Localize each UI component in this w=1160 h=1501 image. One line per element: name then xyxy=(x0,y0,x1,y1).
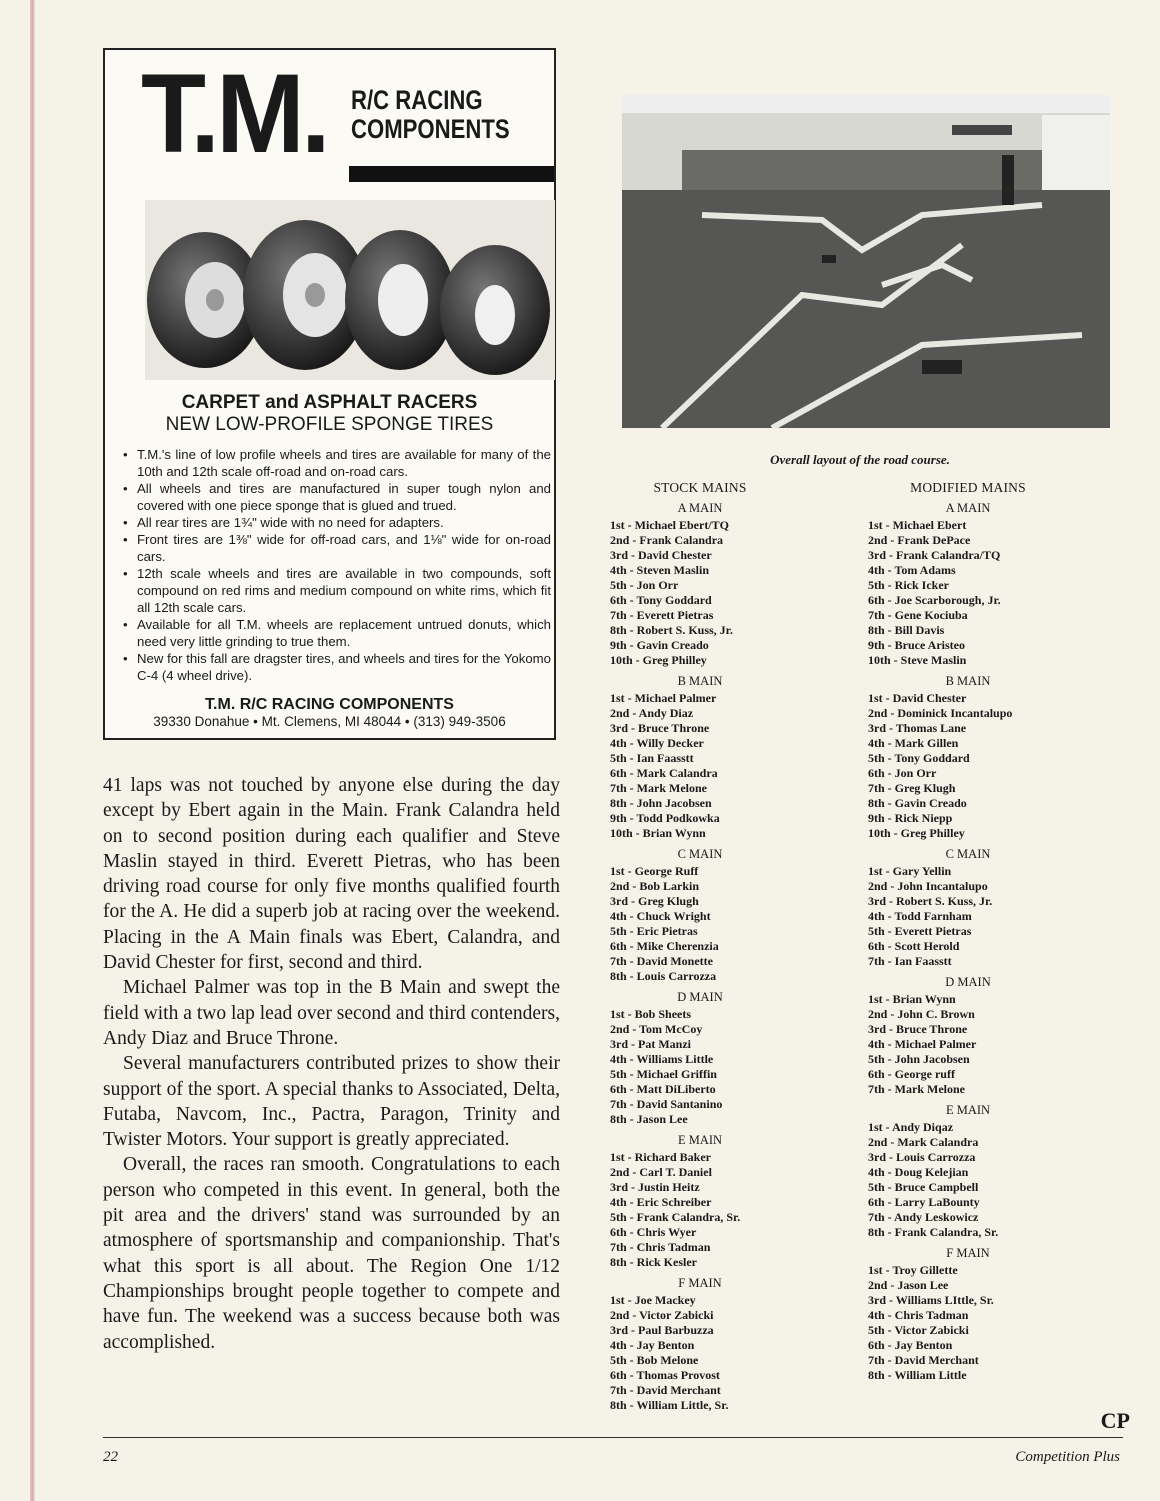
result-entry: 4th - Chris Tadman xyxy=(868,1308,969,1322)
result-entry: 8th - Louis Carrozza xyxy=(610,969,717,983)
ad-company-name: T.M. R/C RACING COMPONENTS xyxy=(205,696,454,713)
result-entry: 4th - Mark Gillen xyxy=(868,736,959,750)
result-entry: 2nd - John C. Brown xyxy=(868,1007,975,1021)
result-entry: 3rd - Thomas Lane xyxy=(868,721,967,735)
result-entry: 2nd - Jason Lee xyxy=(868,1278,949,1292)
article-body xyxy=(103,773,560,1355)
main-heading: C MAIN xyxy=(677,847,723,861)
result-entry: 8th - Frank Calandra, Sr. xyxy=(868,1225,999,1239)
result-entry: 8th - Jason Lee xyxy=(610,1112,688,1126)
result-entry: 2nd - Bob Larkin xyxy=(610,879,700,893)
result-entry: 8th - Gavin Creado xyxy=(868,796,967,810)
result-entry: 5th - Victor Zabicki xyxy=(868,1323,969,1337)
result-entry: 5th - Rick Icker xyxy=(868,578,949,592)
result-entry: 8th - Robert S. Kuss, Jr. xyxy=(610,623,733,637)
ad-bullet-list xyxy=(123,446,551,684)
result-entry: 7th - Mark Melone xyxy=(610,781,707,795)
result-entry: 4th - Jay Benton xyxy=(610,1338,695,1352)
result-entry: 9th - Rick Niepp xyxy=(868,811,953,825)
result-entry: 4th - Williams Little xyxy=(610,1052,714,1066)
result-entry: 3rd - Robert S. Kuss, Jr. xyxy=(868,894,993,908)
ad-bullet: • All rear tires are 1¾" wide with no need for adapters. xyxy=(123,514,551,531)
result-entry: 1st - Michael Palmer xyxy=(610,691,717,705)
result-entry: 6th - Jon Orr xyxy=(868,766,937,780)
result-entry: 4th - Tom Adams xyxy=(868,563,956,577)
main-heading: E MAIN xyxy=(945,1103,991,1117)
result-entry: 4th - Todd Farnham xyxy=(868,909,972,923)
result-entry: 7th - Chris Tadman xyxy=(610,1240,711,1254)
result-entry: 3rd - Justin Heitz xyxy=(610,1180,700,1194)
result-entry: 6th - Tony Goddard xyxy=(610,593,712,607)
result-entry: 5th - Michael Griffin xyxy=(610,1067,717,1081)
main-heading: A MAIN xyxy=(677,501,723,515)
result-entry: 1st - Andy Diqaz xyxy=(868,1120,954,1134)
result-entry: 3rd - Louis Carrozza xyxy=(868,1150,976,1164)
result-entry: 7th - Greg Klugh xyxy=(868,781,956,795)
stock-mains-results xyxy=(610,480,790,1417)
result-entry: 7th - David Merchant xyxy=(610,1383,721,1397)
result-entry: 5th - Ian Faasstt xyxy=(610,751,694,765)
result-entry: 5th - Eric Pietras xyxy=(610,924,698,938)
result-entry: 4th - Eric Schreiber xyxy=(610,1195,712,1209)
result-entry: 8th - William Little, Sr. xyxy=(610,1398,729,1412)
result-entry: 6th - George ruff xyxy=(868,1067,955,1081)
ad-bullet: • 12th scale wheels and tires are available in two compounds, soft compound on red rims and medium compound on white rims, which fit all 12th scale cars. xyxy=(123,565,551,616)
result-entry: 3rd - David Chester xyxy=(610,548,712,562)
tm-logo-subtitle xyxy=(351,86,510,144)
result-entry: 3rd - Greg Klugh xyxy=(610,894,699,908)
ad-bullet: • New for this fall are dragster tires, and wheels and tires for the Yokomo C-4 (4 wheel drive). xyxy=(123,650,551,684)
article-paragraph: 41 laps was not touched by anyone else during the day except by Ebert again in the Main. Frank Calandra held on to second position during each qualifier and Steve Maslin stayed in third. Everett Pietras, who has been driving road course for only five months qualified fourth for the A. He did a superb job at racing over the weekend. Placing in the A Main finals was Ebert, Calandra, and David Chester for first, second and third. xyxy=(103,775,560,974)
result-entry: 4th - Steven Maslin xyxy=(610,563,709,577)
result-entry: 5th - Jon Orr xyxy=(610,578,679,592)
logo-sub-line: COMPONENTS xyxy=(351,114,510,144)
results-column-title: MODIFIED MAINS xyxy=(910,480,1026,495)
main-heading: B MAIN xyxy=(677,674,723,688)
result-entry: 2nd - Dominick Incantalupo xyxy=(868,706,1013,720)
road-course-illustration xyxy=(622,95,1110,428)
ad-bullet: • All wheels and tires are manufactured in super tough nylon and covered with one piece sponge that is glued and trued. xyxy=(123,480,551,514)
result-entry: 10th - Greg Philley xyxy=(610,653,707,667)
result-entry: 9th - Bruce Aristeo xyxy=(868,638,965,652)
main-heading: D MAIN xyxy=(945,975,991,989)
ad-address: 39330 Donahue • Mt. Clemens, MI 48044 • (313) 949-3506 xyxy=(153,714,506,729)
result-entry: 3rd - Williams LIttle, Sr. xyxy=(868,1293,994,1307)
result-entry: 1st - Troy Gillette xyxy=(868,1263,958,1277)
main-heading: B MAIN xyxy=(945,674,991,688)
result-entry: 3rd - Pat Manzi xyxy=(610,1037,691,1051)
result-entry: 7th - Andy Leskowicz xyxy=(868,1210,979,1224)
main-heading: A MAIN xyxy=(945,501,991,515)
ad-subheadline: NEW LOW-PROFILE SPONGE TIRES xyxy=(165,414,494,435)
main-heading: C MAIN xyxy=(945,847,991,861)
result-entry: 5th - Frank Calandra, Sr. xyxy=(610,1210,741,1224)
result-entry: 1st - Gary Yellin xyxy=(868,864,952,878)
result-entry: 5th - Everett Pietras xyxy=(868,924,972,938)
result-entry: 9th - Gavin Creado xyxy=(610,638,709,652)
result-entry: 6th - Mike Cherenzia xyxy=(610,939,719,953)
result-entry: 1st - George Ruff xyxy=(610,864,699,878)
result-entry: 2nd - Victor Zabicki xyxy=(610,1308,714,1322)
results-column-title: STOCK MAINS xyxy=(653,480,747,495)
result-entry: 1st - Brian Wynn xyxy=(868,992,956,1006)
tm-advertisement xyxy=(103,48,556,740)
article-paragraph: Overall, the races ran smooth. Congratulations to each person who competed in this event. In general, both the pit area and the drivers' stand was surrounded by an atmosphere of sportsmanship and companionship. That's what this sport is all about. The Region One 1/12 Championships brought people together to compete and have fun. The weekend was a success because both was accomplished. xyxy=(103,1154,560,1353)
result-entry: 10th - Greg Philley xyxy=(868,826,965,840)
spacer xyxy=(610,1413,790,1417)
result-entry: 6th - Jay Benton xyxy=(868,1338,953,1352)
photo-caption: Overall layout of the road course. xyxy=(770,452,950,467)
logo-bar xyxy=(349,166,554,182)
result-entry: 3rd - Bruce Throne xyxy=(610,721,710,735)
result-entry: 6th - Thomas Provost xyxy=(610,1368,720,1382)
ad-bullet: • T.M.'s line of low profile wheels and tires are available for many of the 10th and 12th scale off-road and on-road cars. xyxy=(123,446,551,480)
ad-bullet: • Available for all T.M. wheels are replacement untrued donuts, which need very little grinding to true them. xyxy=(123,616,551,650)
result-entry: 2nd - Frank DePace xyxy=(868,533,971,547)
result-entry: 8th - Bill Davis xyxy=(868,623,945,637)
result-entry: 2nd - John Incantalupo xyxy=(868,879,988,893)
result-entry: 7th - Everett Pietras xyxy=(610,608,714,622)
ad-bullet: • Front tires are 1⅜" wide for off-road cars, and 1⅛" wide for on-road cars. xyxy=(123,531,551,565)
result-entry: 9th - Todd Podkowka xyxy=(610,811,720,825)
result-entry: 5th - Bob Melone xyxy=(610,1353,699,1367)
result-entry: 7th - David Santanino xyxy=(610,1097,723,1111)
result-entry: 6th - Matt DiLiberto xyxy=(610,1082,716,1096)
road-course-photo xyxy=(622,95,1110,428)
result-entry: 1st - Michael Ebert/TQ xyxy=(610,518,729,532)
result-entry: 5th - Tony Goddard xyxy=(868,751,970,765)
main-heading: F MAIN xyxy=(946,1246,990,1260)
result-entry: 8th - John Jacobsen xyxy=(610,796,712,810)
result-entry: 6th - Chris Wyer xyxy=(610,1225,697,1239)
result-entry: 3rd - Frank Calandra/TQ xyxy=(868,548,1001,562)
result-entry: 7th - David Merchant xyxy=(868,1353,979,1367)
result-entry: 6th - Joe Scarborough, Jr. xyxy=(868,593,1001,607)
result-entry: 3rd - Paul Barbuzza xyxy=(610,1323,714,1337)
result-entry: 2nd - Carl T. Daniel xyxy=(610,1165,712,1179)
article-paragraph: Michael Palmer was top in the B Main and swept the field with a two lap lead over second and third contenders, Andy Diaz and Bruce Throne. xyxy=(103,977,560,1049)
result-entry: 2nd - Frank Calandra xyxy=(610,533,724,547)
tm-logo: T.M. xyxy=(141,51,327,176)
main-heading: F MAIN xyxy=(678,1276,722,1290)
result-entry: 5th - Bruce Campbell xyxy=(868,1180,979,1194)
result-entry: 4th - Chuck Wright xyxy=(610,909,711,923)
result-entry: 1st - Richard Baker xyxy=(610,1150,711,1164)
result-entry: 7th - Mark Melone xyxy=(868,1082,965,1096)
modified-mains-results xyxy=(868,480,1068,1387)
result-entry: 7th - Ian Faasstt xyxy=(868,954,952,968)
result-entry: 4th - Doug Kelejian xyxy=(868,1165,969,1179)
main-heading: E MAIN xyxy=(677,1133,723,1147)
result-entry: 2nd - Tom McCoy xyxy=(610,1022,703,1036)
logo-sub-line: R/C RACING xyxy=(351,85,483,115)
result-entry: 5th - John Jacobsen xyxy=(868,1052,970,1066)
article-paragraph: Several manufacturers contributed prizes to show their support of the sport. A special thanks to Associated, Delta, Futaba, Navcom, Inc., Pactra, Paragon, Trinity and Twister Motors. Your support is greatly appreciated. xyxy=(103,1053,560,1151)
result-entry: 8th - William Little xyxy=(868,1368,967,1382)
result-entry: 3rd - Bruce Throne xyxy=(868,1022,968,1036)
tires-image xyxy=(145,200,555,380)
footer-rule xyxy=(103,1437,1123,1438)
result-entry: 6th - Larry LaBounty xyxy=(868,1195,980,1209)
end-mark: CP xyxy=(1100,1408,1130,1433)
result-entry: 4th - Michael Palmer xyxy=(868,1037,977,1051)
page-number: 22 xyxy=(103,1449,118,1465)
result-entry: 6th - Scott Herold xyxy=(868,939,960,953)
result-entry: 10th - Steve Maslin xyxy=(868,653,967,667)
page-binding-edge xyxy=(30,0,35,1501)
result-entry: 4th - Willy Decker xyxy=(610,736,704,750)
result-entry: 10th - Brian Wynn xyxy=(610,826,706,840)
result-entry: 1st - Joe Mackey xyxy=(610,1293,696,1307)
main-heading: D MAIN xyxy=(677,990,723,1004)
result-entry: 1st - Bob Sheets xyxy=(610,1007,692,1021)
result-entry: 6th - Mark Calandra xyxy=(610,766,718,780)
result-entry: 2nd - Andy Diaz xyxy=(610,706,694,720)
result-entry: 7th - Gene Kociuba xyxy=(868,608,968,622)
spacer xyxy=(868,1383,1068,1387)
result-entry: 7th - David Monette xyxy=(610,954,713,968)
result-entry: 8th - Rick Kesler xyxy=(610,1255,697,1269)
result-entry: 1st - Michael Ebert xyxy=(868,518,967,532)
magazine-name: Competition Plus xyxy=(1015,1449,1120,1465)
ad-headline: CARPET and ASPHALT RACERS xyxy=(181,392,478,413)
result-entry: 2nd - Mark Calandra xyxy=(868,1135,979,1149)
result-entry: 1st - David Chester xyxy=(868,691,967,705)
